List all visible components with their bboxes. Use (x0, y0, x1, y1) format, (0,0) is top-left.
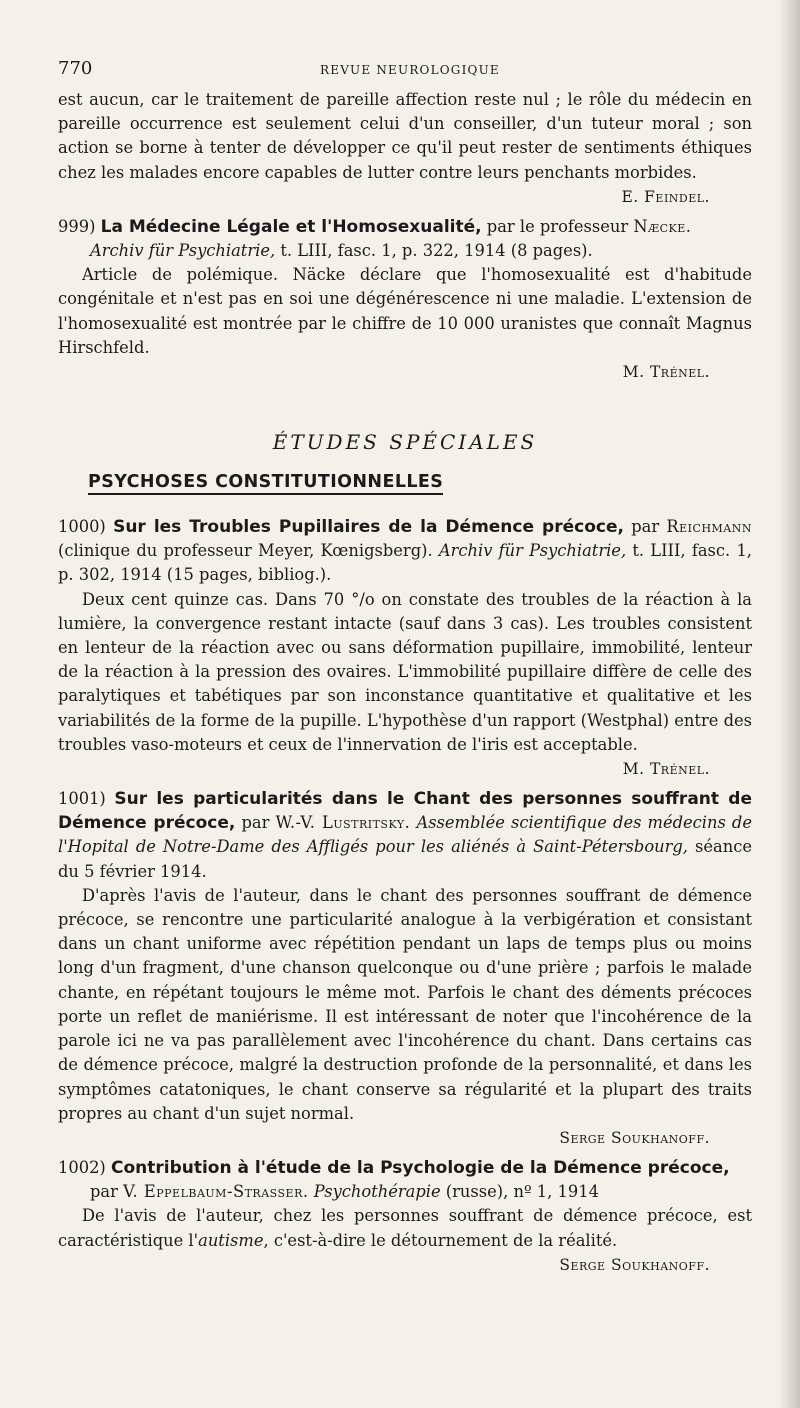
entry-by: par le professeur (481, 216, 634, 236)
entry-title: Sur les particularités dans le Chant des personnes souffrant de Démence précoce, (58, 789, 752, 834)
entry-title: Sur les Troubles Pupillaires de la Démence précoce, (113, 517, 624, 538)
entry-number: 999) (58, 216, 96, 236)
entry-body: D'après l'avis de l'auteur, dans le chant des personnes souffrant de démence précoce, se rencontre une particularité analogue à la verbigération et consistant dans un chant uniforme avec répétition pendant un laps de temps plus ou moins long d'un fragment, d'une chanson quelconque ou d'une prière ; parfois le malade chante, en répétant toujours le même mot. Parfois le chant des déments précoces porte un reflet de maniérisme. Il est intéressant de noter que l'incohérence de la parole ici ne va pas parallèlement avec l'incohérence du chant. Dans certains cas de démence précoce, malgré la destruction profonde de la personnalité, et dans les symptômes catatoniques, le chant conserve sa régularité et la plupart des traits propres au chant d'un sujet normal. (58, 885, 752, 1123)
entry-author: W.-V. Lustritsky. (275, 813, 411, 833)
running-title: REVUE NEUROLOGIQUE (320, 63, 500, 77)
journal-page (58, 58, 752, 1277)
entry-1001 (58, 787, 752, 1150)
entry-body: Article de polémique. Näcke déclare que l'homosexualité est d'habitude congénitale et n'est pas en soi une dégénérescence ni une maladie. L'extension de l'homosexualité est montrée par le chiffre de 10 000 uranistes que connaît Magnus Hirschfeld. (58, 265, 752, 357)
entry-ref: (clinique du professeur Meyer, Kœnigsberg). (58, 541, 439, 561)
page-edge-shadow (778, 0, 800, 1408)
entry-ref: t. LIII, fasc. 1, p. 322, 1914 (8 pages). (275, 241, 593, 261)
entry-ref: t. LIII, fasc. 1, p. 302, 1914 (15 pages, bibliog.). (58, 541, 752, 585)
entry-title: Contribution à l'étude de la Psychologie de la Démence précoce, (110, 1157, 730, 1178)
emphasis-autisme: autisme (198, 1230, 264, 1250)
entry-signature: M. Trénel. (622, 363, 710, 382)
entry-citation (58, 1180, 752, 1204)
entry-number: 1000) (58, 517, 106, 537)
entry-author: V. Eppelbaum-Strasser. (123, 1182, 309, 1202)
entry-1002 (58, 1156, 752, 1277)
entry-author: Reichmann (666, 517, 752, 537)
entry-signature: Serge Soukhanoff. (559, 1255, 710, 1274)
section-title: ÉTUDES SPÉCIALES (272, 430, 538, 455)
entry-number: 1002) (58, 1157, 106, 1177)
subsection-title: PSYCHOSES CONSTITUTIONNELLES (88, 472, 443, 495)
entry-title: La Médecine Légale et l'Homosexualité, (100, 216, 482, 237)
entry-body: De l'avis de l'auteur, chez les personnes souffrant de démence précoce, est caractéristique l'autisme, c'est-à-dire le détournement de la réalité. (58, 1206, 752, 1250)
entry-source: Archiv für Psychiatrie, (90, 241, 276, 261)
entry-signature: M. Trénel. (622, 760, 710, 779)
entry-source: Psychothérapie (313, 1182, 441, 1202)
entry-by: par (623, 517, 667, 537)
page-number: 770 (58, 58, 93, 79)
entry-signature: Serge Soukhanoff. (559, 1128, 710, 1147)
entry-999 (58, 215, 752, 384)
entry-source: Assemblée scientifique des médecins de l'Hopital de Notre-Dame des Affligés pour les aliénés à Saint-Pétersbourg, (58, 813, 752, 857)
entry-ref: (russe), nº 1, 1914 (440, 1182, 599, 1202)
entry-body: Deux cent quinze cas. Dans 70 °/o on constate des troubles de la réaction à la lumière, la convergence restant intacte (sauf dans 3 cas). Les troubles consistent en lenteur de la réaction avec ou sans déformation pupillaire, immobilité, lenteur de la réaction à la pression des ovaires. L'immobilité pupillaire diffère de celle des paralytiques et tabétiques par son inconstance quantitative et qualitative et les variabilités de la forme de la pupille. L'hypothèse d'un rapport (Westphal) entre des troubles vaso-moteurs et ceux de l'innervation de l'iris est acceptable. (58, 589, 752, 754)
entry-1000 (58, 515, 752, 781)
entry-by: par (90, 1182, 124, 1202)
entry-number: 1001) (58, 789, 106, 809)
entry-ref: séance du 5 février 1914. (58, 837, 752, 881)
intro-signature: E. Feindel. (621, 187, 710, 206)
entry-citation (58, 239, 752, 263)
running-header (58, 58, 752, 88)
entry-source: Archiv für Psychiatrie, (438, 541, 627, 561)
entry-author: Næcke. (633, 216, 692, 236)
intro-paragraph: est aucun, car le traitement de pareille affection reste nul ; le rôle du médecin en pareille occurrence est seulement celui d'un conseiller, d'un tuteur moral ; son action se borne à tenter de développer ce qu'il peut rester de sentiments éthiques chez les malades encore capables de lutter contre leurs penchants morbides. (58, 90, 752, 182)
entry-by: par (235, 813, 276, 833)
